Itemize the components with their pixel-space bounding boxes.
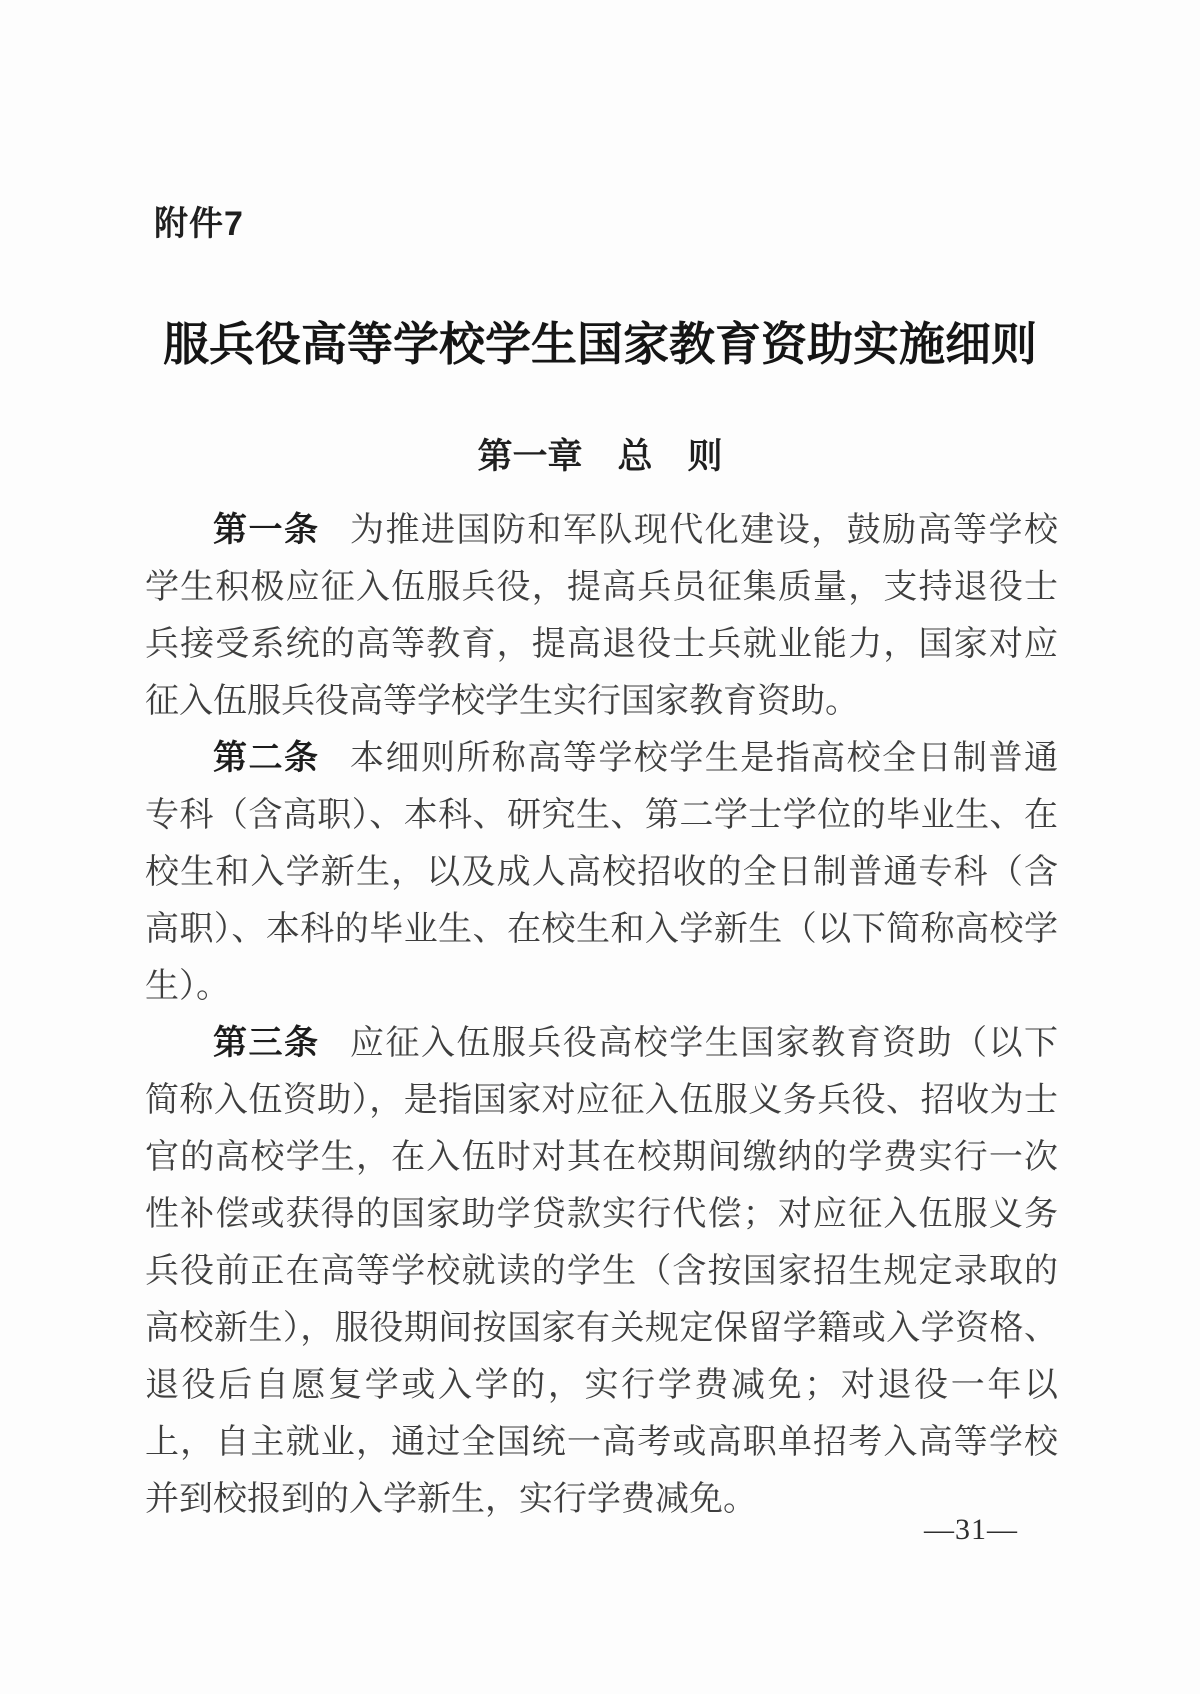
document-title: 服兵役高等学校学生国家教育资助实施细则 <box>163 319 1037 370</box>
document-body <box>145 502 1058 1528</box>
article-1-label: 第一条 <box>213 511 320 549</box>
page-number: —31— <box>924 1513 1018 1546</box>
article-1 <box>145 502 1058 730</box>
article-2-label: 第二条 <box>213 739 320 777</box>
article-3 <box>145 1015 1058 1528</box>
article-2-text: 本细则所称高等学校学生是指高校全日制普通专科（含高职）、本科、研究生、第二学士学位的毕业生、在校生和入学新生，以及成人高校招收的全日制普通专科（含高职）、本科的毕业生、在校生和入学新生（以下简称高校学生）。 <box>145 740 1059 1005</box>
article-3-label: 第三条 <box>213 1024 320 1062</box>
article-1-text: 为推进国防和军队现代化建设，鼓励高等学校学生积极应征入伍服兵役，提高兵员征集质量，支持退役士兵接受系统的高等教育，提高退役士兵就业能力，国家对应征入伍服兵役高等学校学生实行国家教育资助。 <box>145 512 1059 720</box>
article-2 <box>145 730 1058 1015</box>
attachment-label: 附件7 <box>154 205 244 243</box>
article-3-text: 应征入伍服兵役高校学生国家教育资助（以下简称入伍资助），是指国家对应征入伍服义务兵役、招收为士官的高校学生，在入伍时对其在校期间缴纳的学费实行一次性补偿或获得的国家助学贷款实行代偿；对应征入伍服义务兵役前正在高等学校就读的学生（含按国家招生规定录取的高校新生），服役期间按国家有关规定保留学籍或入学资格、退役后自愿复学或入学的，实行学费减免；对退役一年以上，自主就业，通过全国统一高考或高职单招考入高等学校并到校报到的入学新生，实行学费减免。 <box>145 1025 1059 1518</box>
chapter-heading: 第一章 总 则 <box>477 437 723 476</box>
